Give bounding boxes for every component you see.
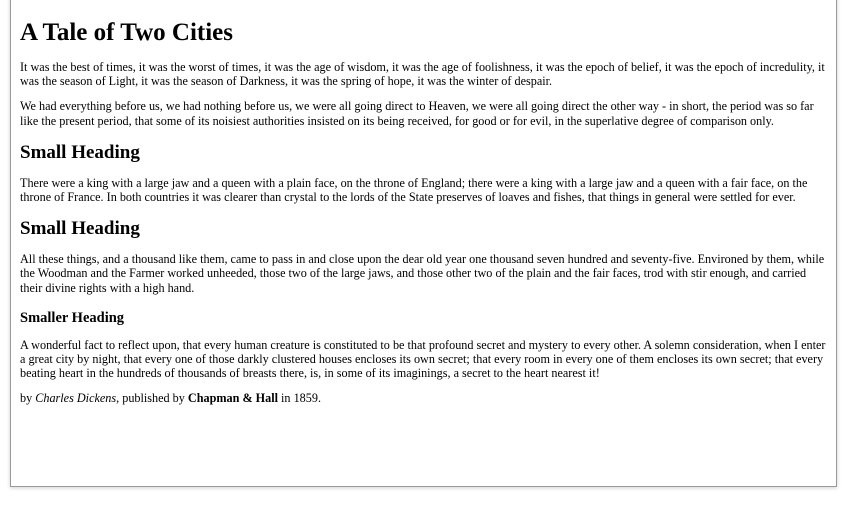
small-heading-1: Small Heading — [20, 141, 140, 163]
paragraph-2: We had everything before us, we had nothing before us, we were all going direct to Heaven, we were all going direct the other way - in short, the period was so far like the present period, that some of its noisiest authorities insisted on its being received, for good or for evil, in the superlative degree of comparison only. — [20, 99, 814, 128]
page-title: A Tale of Two Cities — [20, 19, 233, 46]
smaller-heading: Smaller Heading — [20, 309, 125, 326]
small-heading-2: Small Heading — [20, 218, 140, 240]
byline-publisher: Chapman & Hall — [187, 391, 278, 406]
byline-in: in — [278, 391, 294, 406]
byline — [20, 391, 826, 405]
byline-period: . — [317, 391, 321, 406]
paragraph-3: There were a king with a large jaw and a queen with a plain face, on the throne of England; there were a king with a large jaw and a queen with a fair face, on the throne of France. In both countries it was clearer than crystal to the lords of the State preserves of loaves and fishes, that things in general were settled for ever. — [20, 175, 808, 205]
byline-author: Charles Dickens — [35, 391, 117, 406]
byline-year: 1859 — [293, 391, 318, 406]
document-body — [11, 18, 836, 406]
byline-by: by — [20, 391, 36, 406]
byline-published-by: , published by — [116, 391, 188, 406]
browser-viewport — [10, 0, 837, 487]
paragraph-4: All these things, and a thousand like them, came to pass in and close upon the dear old year one thousand seven hundred and seventy-five. Environed by them, while the Woodman and the Farmer worked unheeded, those two of the large jaws, and those other two of the plain and the fair faces, trod with stir enough, and carried their divine rights with a high hand. — [20, 252, 825, 295]
paragraph-1: It was the best of times, it was the worst of times, it was the age of wisdom, it was the age of foolishness, it was the epoch of belief, it was the epoch of incredulity, it was the season of Light, it was the season of Darkness, it was the spring of hope, it was the winter of despair. — [20, 60, 825, 89]
paragraph-5: A wonderful fact to reflect upon, that every human creature is constituted to be that profound secret and mystery to every other. A solemn consideration, when I enter a great city by night, that every one of those darkly clustered houses encloses its own secret; that every room in every one of them encloses its own secret; that every beating heart in the hundreds of thousands of breasts there, is, in some of its imaginings, a secret to the heart nearest it! — [20, 337, 826, 381]
